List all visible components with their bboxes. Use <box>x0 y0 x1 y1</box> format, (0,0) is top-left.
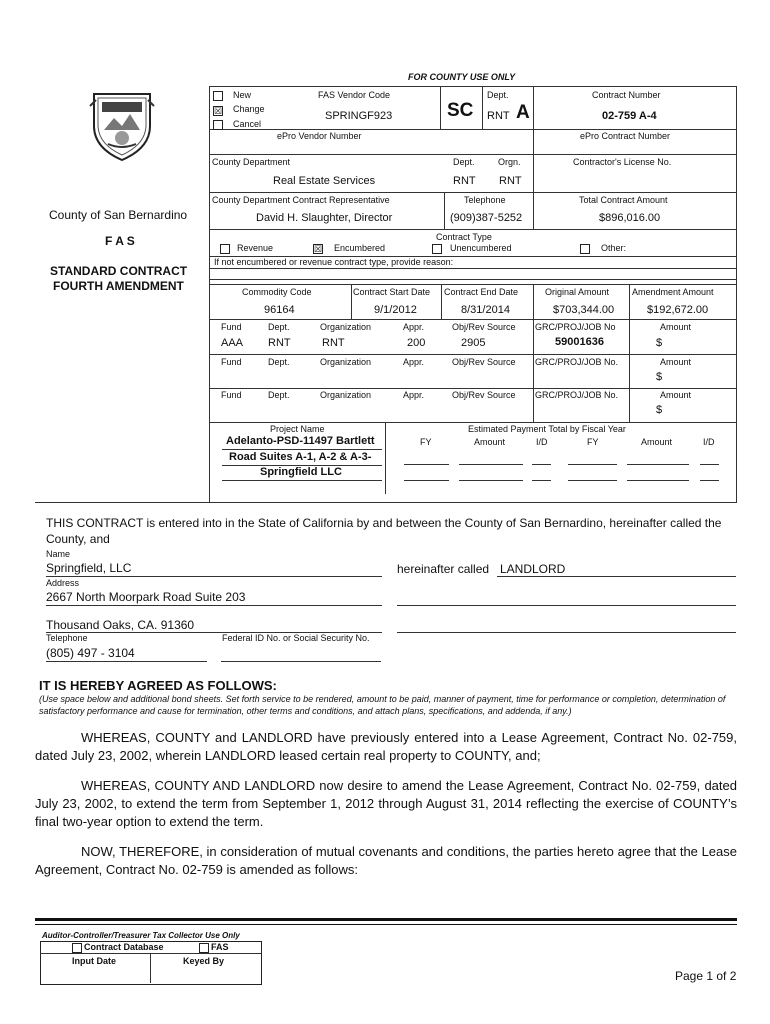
change-label: Change <box>233 104 265 114</box>
vendor-dept: RNT <box>487 110 510 122</box>
county-use-only-header: FOR COUNTY USE ONLY <box>408 72 516 82</box>
new-checkbox[interactable] <box>213 91 223 101</box>
start-date: 9/1/2012 <box>374 304 417 316</box>
dept-name: Real Estate Services <box>273 175 376 187</box>
address-line1: 2667 North Moorpark Road Suite 203 <box>46 590 246 604</box>
fiscal-total-label: Estimated Payment Total by Fiscal Year <box>468 424 626 434</box>
county-dept-label: County Department <box>212 157 291 167</box>
amount-label-2: Amount <box>660 357 692 367</box>
amendment-amount: $192,672.00 <box>647 304 709 316</box>
original-amount-label: Original Amount <box>545 287 610 297</box>
project-name-line3: Springfield LLC <box>260 466 342 478</box>
rep-name: David H. Slaughter, Director <box>256 212 393 224</box>
total-amount: $896,016.00 <box>599 212 661 224</box>
orgn-code: RNT <box>499 175 522 187</box>
agreed-heading: IT IS HEREBY AGREED AS FOLLOWS: <box>39 678 277 693</box>
fund-label-3: Fund <box>221 390 242 400</box>
obj-label-3: Obj/Rev Source <box>452 390 516 400</box>
county-name: County of San Bernardino <box>49 208 188 222</box>
dept-label-1: Dept. <box>268 322 290 332</box>
dept-label: Dept. <box>453 157 475 167</box>
contract-title: STANDARD CONTRACT <box>50 264 188 278</box>
new-label: New <box>233 90 252 100</box>
reason-label: If not encumbered or revenue contract type, provide reason: <box>214 257 454 267</box>
project-name-line1: Adelanto-PSD-11497 Bartlett <box>226 435 375 447</box>
original-amount: $703,344.00 <box>553 304 615 316</box>
epro-vendor-label: ePro Vendor Number <box>277 131 362 141</box>
fund-label-2: Fund <box>221 357 242 367</box>
end-date: 8/31/2014 <box>461 304 510 316</box>
id-label-1: I/D <box>536 437 548 447</box>
obj-label-1: Obj/Rev Source <box>452 322 516 332</box>
id-label-2: I/D <box>703 437 715 447</box>
name-label: Name <box>46 549 71 559</box>
orgn-label: Orgn. <box>498 157 521 167</box>
intro-text: THIS CONTRACT is entered into in the State of California by and between the County of San Bernardino, hereinafter called the County, and <box>46 516 722 546</box>
fy-label-2: FY <box>587 437 599 447</box>
start-date-label: Contract Start Date <box>353 287 431 297</box>
agreed-note: (Use space below and additional bond sheets. Set forth service to be rendered, amount to be paid, manner of payment, time for performance or completion, determination of satisfactory performance and cause for termination, other terms and conditions, and attach plans, specifications, and addenda, if any.) <box>39 694 726 716</box>
revenue-checkbox[interactable] <box>220 244 230 254</box>
input-date-label: Input Date <box>72 956 116 966</box>
vendor-type: A <box>516 102 530 123</box>
org-label-2: Organization <box>320 357 372 367</box>
change-checkbox[interactable]: ☒ <box>214 106 223 116</box>
cancel-label: Cancel <box>233 119 262 129</box>
keyed-by-label: Keyed By <box>183 956 225 966</box>
encumbered-checkbox[interactable]: ☒ <box>314 244 323 254</box>
address-line2: Thousand Oaks, CA. 91360 <box>46 618 195 632</box>
obj-value: 2905 <box>461 337 486 349</box>
unencumbered-checkbox[interactable] <box>432 244 442 254</box>
rep-phone: (909)387-5252 <box>450 212 523 224</box>
federal-id-label: Federal ID No. or Social Security No. <box>222 633 370 643</box>
sc-code: SC <box>447 100 474 121</box>
vendor-code-label: FAS Vendor Code <box>318 90 391 100</box>
telephone-label: Telephone <box>46 633 88 643</box>
amount-dollar-2: $ <box>656 371 663 383</box>
fas-checkbox-label: FAS <box>211 942 229 952</box>
amendment-amount-label: Amendment Amount <box>632 287 714 297</box>
grc-label-2: GRC/PROJ/JOB No. <box>535 357 619 367</box>
obj-label-2: Obj/Rev Source <box>452 357 516 367</box>
grc-label-3: GRC/PROJ/JOB No. <box>535 390 619 400</box>
hereinafter-label: hereinafter called <box>397 562 490 576</box>
fy-label-1: FY <box>420 437 432 447</box>
dept-label-2: Dept. <box>268 357 290 367</box>
contract-db-label: Contract Database <box>84 942 164 952</box>
org-label-1: Organization <box>320 322 372 332</box>
appr-value: 200 <box>407 337 426 349</box>
epro-contract-label: ePro Contract Number <box>580 131 671 141</box>
unencumbered-label: Unencumbered <box>450 243 512 253</box>
vendor-dept-label: Dept. <box>487 90 509 100</box>
party-name: Springfield, LLC <box>46 561 132 575</box>
project-name-label: Project Name <box>270 424 325 434</box>
fund-label-1: Fund <box>221 322 242 332</box>
rep-label: County Department Contract Representative <box>212 195 390 205</box>
amount-fy-label-2: Amount <box>641 437 673 447</box>
amount-label-1: Amount <box>660 322 692 332</box>
appr-label-2: Appr. <box>403 357 425 367</box>
grc-value: 59001636 <box>555 336 604 348</box>
commodity-code: 96164 <box>264 304 295 316</box>
org-label-3: Organization <box>320 390 372 400</box>
dept-code: RNT <box>453 175 476 187</box>
dept-label-3: Dept. <box>268 390 290 400</box>
grc-label-1: GRC/PROJ/JOB No <box>535 322 616 332</box>
contract-subtitle: FOURTH AMENDMENT <box>53 279 184 293</box>
amount-label-3: Amount <box>660 390 692 400</box>
other-label: Other: <box>601 243 627 253</box>
fas-label: F A S <box>105 234 135 248</box>
encumbered-label: Encumbered <box>334 243 386 253</box>
vendor-code: SPRINGF923 <box>325 110 393 122</box>
county-seal <box>88 86 156 167</box>
amount-fy-label-1: Amount <box>474 437 506 447</box>
dept-value: RNT <box>268 337 291 349</box>
paragraph-3: NOW, THEREFORE, in consideration of mutual covenants and conditions, the parties hereto agree that the Lease Agreement, Contract No. 02-759 is amended as follows: <box>35 844 737 877</box>
rep-phone-label: Telephone <box>464 195 506 205</box>
party-phone: (805) 497 - 3104 <box>46 646 135 660</box>
amount-dollar-3: $ <box>656 404 663 416</box>
contract-number: 02-759 A-4 <box>602 110 657 122</box>
landlord-term: LANDLORD <box>500 562 566 576</box>
end-date-label: Contract End Date <box>444 287 519 297</box>
appr-label-1: Appr. <box>403 322 425 332</box>
page-number: Page 1 of 2 <box>675 969 737 983</box>
project-name-line2: Road Suites A-1, A-2 & A-3- <box>229 451 372 463</box>
auditor-title: Auditor-Controller/Treasurer Tax Collector Use Only <box>42 931 240 940</box>
contract-type-label: Contract Type <box>436 232 492 242</box>
revenue-label: Revenue <box>237 243 274 253</box>
address-label: Address <box>46 578 80 588</box>
fas-checkbox[interactable] <box>199 943 209 953</box>
license-label: Contractor's License No. <box>573 157 672 167</box>
amount-dollar-1: $ <box>656 337 663 349</box>
fund-value: AAA <box>221 337 244 349</box>
commodity-label: Commodity Code <box>242 287 312 297</box>
cancel-checkbox[interactable] <box>213 120 223 130</box>
total-label: Total Contract Amount <box>579 195 668 205</box>
appr-label-3: Appr. <box>403 390 425 400</box>
contract-db-checkbox[interactable] <box>72 943 82 953</box>
org-value: RNT <box>322 337 345 349</box>
paragraph-1: WHEREAS, COUNTY and LANDLORD have previously entered into a Lease Agreement, Contract No. 02-759, dated July 23, 2002, wherein LANDLORD leased certain real property to COUNTY, and; <box>35 730 737 763</box>
paragraph-2: WHEREAS, COUNTY AND LANDLORD now desire to amend the Lease Agreement, Contract No. 02-759, dated July 23, 2002, to extend the term from September 1, 2012 through August 31, 2014 reflecting the exercise of COUNTY’s final two-year option to extend the term. <box>35 778 737 829</box>
contract-number-label: Contract Number <box>592 90 661 100</box>
other-checkbox[interactable] <box>580 244 590 254</box>
